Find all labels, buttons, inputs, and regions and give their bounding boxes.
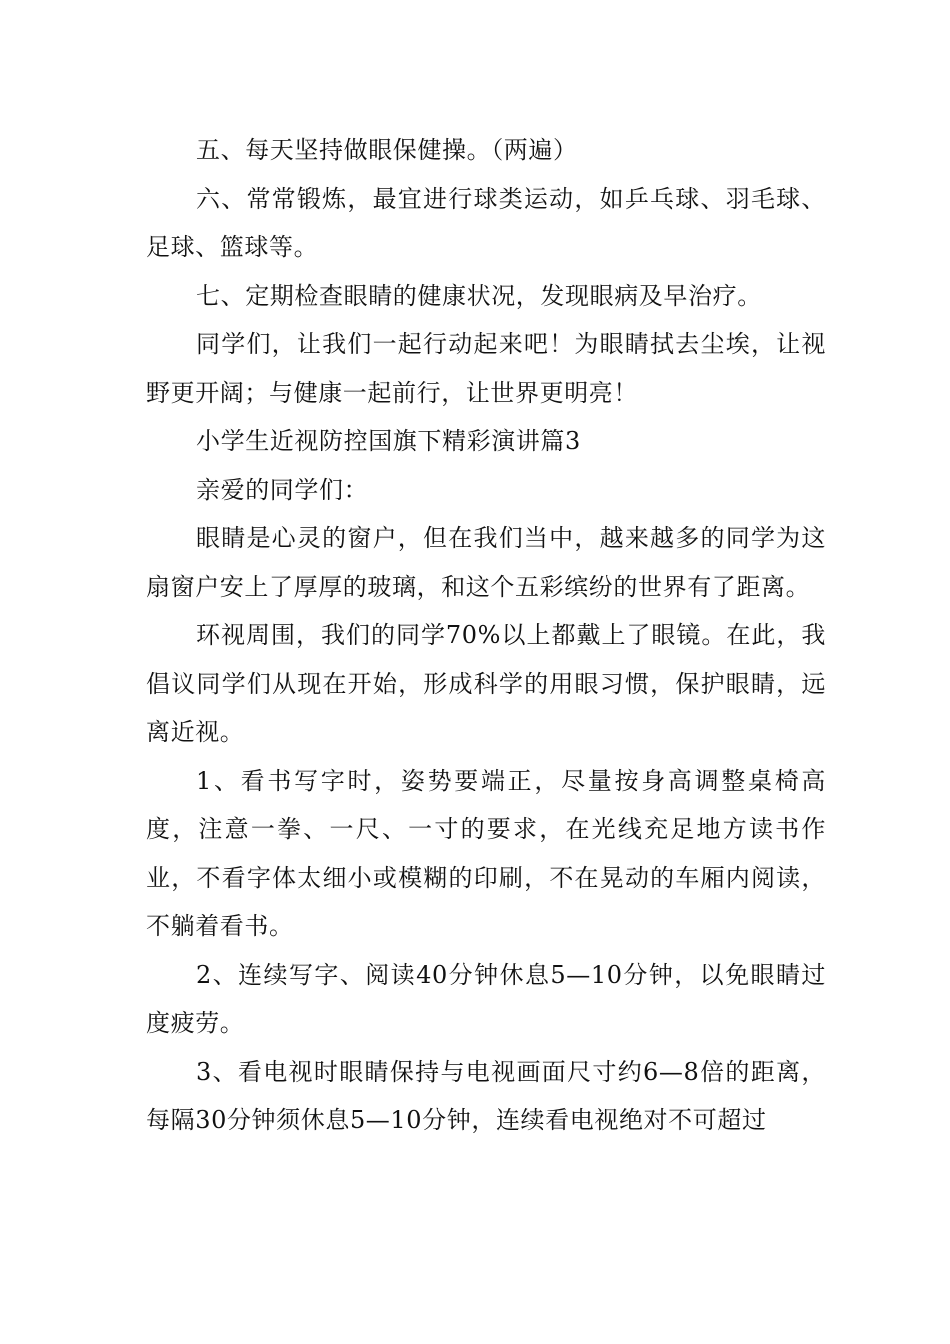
salutation: 亲爱的同学们：: [196, 475, 369, 504]
paragraph-item-5: 五、每天坚持做眼保健操。（两遍）: [196, 136, 578, 164]
paragraph-intro: 眼睛是心灵的窗户，但在我们当中，越来越多的同学为这扇窗户安上了厚厚的玻璃，和这个五彩缤纷的世界有了距离。: [146, 524, 826, 601]
paragraph-item-6: 六、常常锻炼，最宜进行球类运动，如乒乓球、羽毛球、足球、篮球等。: [146, 184, 826, 261]
paragraph-proposal: 环视周围，我们的同学70%以上都戴上了眼镜。在此，我倡议同学们从现在开始，形成科学的用眼习惯，保护眼睛，远离近视。: [146, 621, 826, 746]
paragraph-call-to-action: 同学们，让我们一起行动起来吧！为眼睛拭去尘埃，让视野更开阔；与健康一起前行，让世界更明亮！: [146, 330, 826, 407]
paragraph-point-2: 2、连续写字、阅读40分钟休息5—10分钟，以免眼睛过度疲劳。: [146, 960, 826, 1037]
section-heading: 小学生近视防控国旗下精彩演讲篇3: [196, 427, 581, 455]
paragraph-item-7: 七、定期检查眼睛的健康状况，发现眼病及早治疗。: [196, 281, 762, 310]
document-body: [146, 126, 826, 1145]
paragraph-point-3: 3、看电视时眼睛保持与电视画面尺寸约6—8倍的距离，每隔30分钟须休息5—10分钟，连续看电视绝对不可超过: [146, 1057, 826, 1134]
paragraph-point-1: 1、看书写字时，姿势要端正，尽量按身高调整桌椅高度，注意一拳、一尺、一寸的要求，在光线充足地方读书作业，不看字体太细小或模糊的印刷，不在晃动的车厢内阅读，不躺着看书。: [146, 766, 826, 940]
